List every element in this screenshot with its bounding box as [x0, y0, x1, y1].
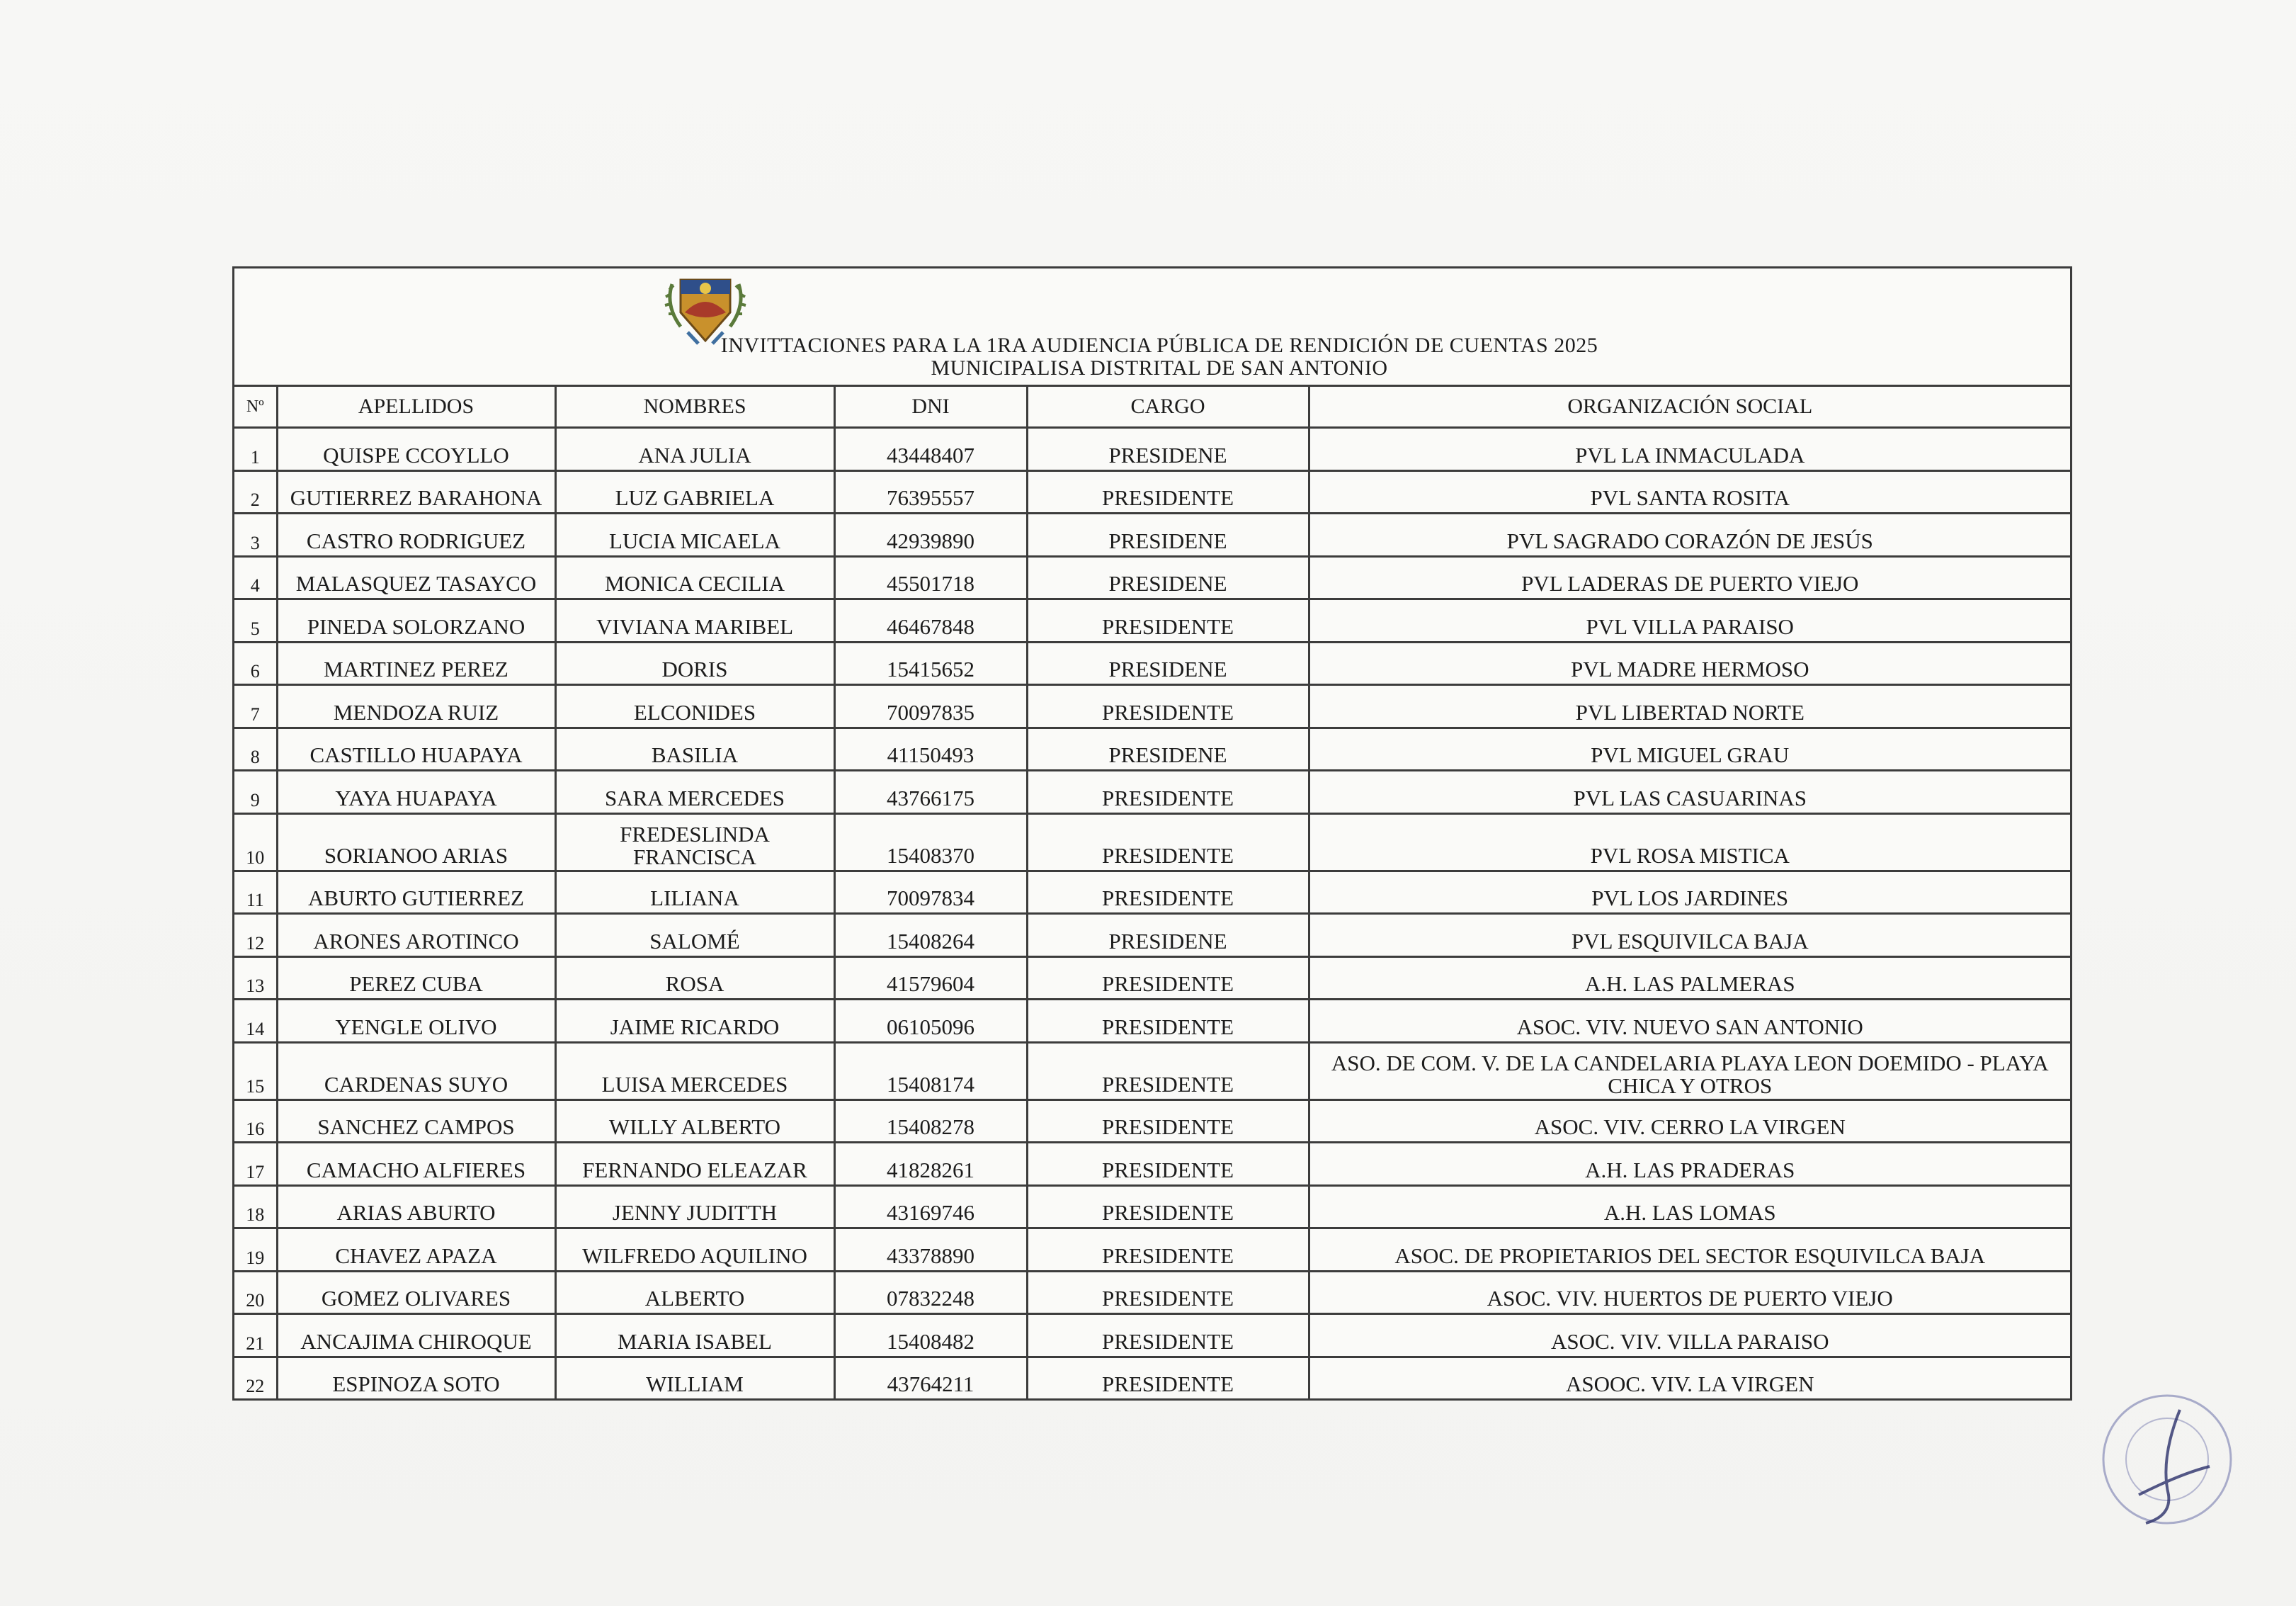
cell-cargo: PRESIDENTE [1027, 1185, 1309, 1228]
cell-apellidos: QUISPE CCOYLLO [277, 428, 555, 471]
cell-num: 13 [234, 956, 277, 1000]
cell-apellidos: GUTIERREZ BARAHONA [277, 470, 555, 514]
cell-organizacion: PVL LOS JARDINES [1309, 871, 2070, 914]
table-row [234, 1271, 2070, 1314]
cell-num: 2 [234, 470, 277, 514]
cell-dni: 76395557 [834, 470, 1027, 514]
cell-organizacion: PVL SANTA ROSITA [1309, 470, 2070, 514]
cell-nombres: BASILIA [555, 728, 834, 771]
cell-nombres: JENNY JUDITTH [555, 1185, 834, 1228]
cell-dni: 15408482 [834, 1314, 1027, 1357]
table-row [234, 642, 2070, 685]
table-row [234, 1042, 2070, 1099]
cell-apellidos: SORIANOO ARIAS [277, 813, 555, 871]
cell-num: 18 [234, 1185, 277, 1228]
cell-apellidos: ABURTO GUTIERREZ [277, 871, 555, 914]
cell-num: 16 [234, 1099, 277, 1143]
cell-dni: 43766175 [834, 771, 1027, 814]
cell-dni: 15408278 [834, 1099, 1027, 1143]
cell-nombres: WILFREDO AQUILINO [555, 1228, 834, 1272]
table-row [234, 956, 2070, 1000]
cell-cargo: PRESIDENE [1027, 728, 1309, 771]
cell-organizacion: PVL LAS CASUARINAS [1309, 771, 2070, 814]
cell-num: 15 [234, 1042, 277, 1099]
cell-nombres: FREDESLINDA FRANCISCA [555, 813, 834, 871]
cell-num: 3 [234, 514, 277, 557]
table-row [234, 871, 2070, 914]
cell-organizacion: ASOC. VIV. NUEVO SAN ANTONIO [1309, 1000, 2070, 1043]
cell-num: 19 [234, 1228, 277, 1272]
cell-dni: 43169746 [834, 1185, 1027, 1228]
cell-organizacion: ASOOC. VIV. LA VIRGEN [1565, 1372, 1814, 1396]
cell-dni: 41150493 [834, 728, 1027, 771]
cell-apellidos: SANCHEZ CAMPOS [277, 1099, 555, 1143]
table-row [234, 771, 2070, 814]
cell-dni: 43378890 [834, 1228, 1027, 1272]
cell-organizacion: ASOC. VIV. CERRO LA VIRGEN [1309, 1099, 2070, 1143]
header-organizacion: ORGANIZACIÓN SOCIAL [1309, 387, 2070, 428]
header-nombres: NOMBRES [555, 387, 834, 428]
cell-dni: 41828261 [834, 1143, 1027, 1186]
cell-organizacion: PVL LADERAS DE PUERTO VIEJO [1309, 556, 2070, 599]
cell-apellidos: PEREZ CUBA [277, 956, 555, 1000]
cell-apellidos: YENGLE OLIVO [277, 1000, 555, 1043]
cell-cargo: PRESIDENTE [1027, 1271, 1309, 1314]
cell-organizacion: ASO. DE COM. V. DE LA CANDELARIA PLAYA LEON DOEMIDO - PLAYA CHICA Y OTROS [1309, 1042, 2070, 1099]
cell-nombres: ALBERTO [555, 1271, 834, 1314]
cell-num: 6 [234, 642, 277, 685]
invitations-document [232, 266, 2072, 1401]
table-row [234, 914, 2070, 957]
cell-num: 12 [234, 914, 277, 957]
cell-cargo: PRESIDENE [1027, 914, 1309, 957]
cell-dni: 70097835 [834, 685, 1027, 728]
cell-apellidos: CAMACHO ALFIERES [277, 1143, 555, 1186]
cell-cargo: PRESIDENTE [1027, 771, 1309, 814]
cell-cargo: PRESIDENTE [1027, 1000, 1309, 1043]
cell-cargo: PRESIDENTE [1027, 1314, 1309, 1357]
cell-num: 11 [234, 871, 277, 914]
table-row [234, 1099, 2070, 1143]
cell-cargo: PRESIDENTE [1027, 470, 1309, 514]
cell-nombres: ELCONIDES [555, 685, 834, 728]
cell-organizacion: ASOC. VIV. VILLA PARAISO [1309, 1314, 2070, 1357]
cell-num: 8 [234, 728, 277, 771]
cell-num: 22 [234, 1357, 277, 1398]
cell-num: 1 [234, 428, 277, 471]
cell-dni: 06105096 [834, 1000, 1027, 1043]
cell-apellidos: MENDOZA RUIZ [277, 685, 555, 728]
table-row [234, 728, 2070, 771]
cell-organizacion: ASOC. VIV. HUERTOS DE PUERTO VIEJO [1309, 1271, 2070, 1314]
cell-organizacion: PVL MIGUEL GRAU [1309, 728, 2070, 771]
cell-dni: 15408370 [834, 813, 1027, 871]
cell-organizacion: ASOC. DE PROPIETARIOS DEL SECTOR ESQUIVILCA BAJA [1309, 1228, 2070, 1272]
cell-organizacion: PVL LA INMACULADA [1309, 428, 2070, 471]
table-row [234, 1228, 2070, 1272]
cell-organizacion: PVL MADRE HERMOSO [1309, 642, 2070, 685]
cell-num: 20 [234, 1271, 277, 1314]
table-row [234, 1314, 2070, 1357]
cell-dni: 15415652 [834, 642, 1027, 685]
cell-dni: 07832248 [834, 1271, 1027, 1314]
cell-nombres: SARA MERCEDES [555, 771, 834, 814]
cell-num: 9 [234, 771, 277, 814]
cell-cargo: PRESIDENTE [1027, 813, 1309, 871]
cell-dni: 15408174 [834, 1042, 1027, 1099]
cell-nombres: DORIS [555, 642, 834, 685]
cell-nombres: VIVIANA MARIBEL [555, 599, 834, 643]
cell-nombres: LUISA MERCEDES [555, 1042, 834, 1099]
cell-organizacion: PVL ESQUIVILCA BAJA [1309, 914, 2070, 957]
cell-dni: 41579604 [834, 956, 1027, 1000]
cell-apellidos: ESPINOZA SOTO [277, 1357, 555, 1398]
cell-apellidos: GOMEZ OLIVARES [277, 1271, 555, 1314]
cell-apellidos: ANCAJIMA CHIROQUE [277, 1314, 555, 1357]
cell-nombres: MONICA CECILIA [555, 556, 834, 599]
invitations-table [234, 387, 2070, 1398]
cell-num: 7 [234, 685, 277, 728]
cell-cargo: PRESIDENE [1027, 428, 1309, 471]
cell-apellidos: CASTILLO HUAPAYA [277, 728, 555, 771]
cell-cargo: PRESIDENE [1027, 556, 1309, 599]
cell-cargo: PRESIDENTE [1027, 1357, 1309, 1398]
cell-nombres: LUCIA MICAELA [555, 514, 834, 557]
table-row [234, 1143, 2070, 1186]
cell-nombres: MARIA ISABEL [555, 1314, 834, 1357]
cell-apellidos: ARONES AROTINCO [277, 914, 555, 957]
table-row [234, 514, 2070, 557]
cell-dni: 45501718 [834, 556, 1027, 599]
cell-apellidos: CHAVEZ APAZA [277, 1228, 555, 1272]
cell-cargo: PRESIDENTE [1027, 956, 1309, 1000]
cell-dni: 43764211 [834, 1357, 1027, 1398]
cell-nombres: WILLIAM [555, 1357, 834, 1398]
cell-nombres: LILIANA [555, 871, 834, 914]
document-header [234, 268, 2070, 387]
cell-apellidos: CARDENAS SUYO [277, 1042, 555, 1099]
cell-organizacion: PVL ROSA MISTICA [1309, 813, 2070, 871]
cell-nombres: SALOMÉ [555, 914, 834, 957]
cell-nombres: ROSA [555, 956, 834, 1000]
cell-nombres: LUZ GABRIELA [555, 470, 834, 514]
header-cargo: CARGO [1027, 387, 1309, 428]
table-row [234, 1357, 2070, 1398]
cell-num: 14 [234, 1000, 277, 1043]
cell-nombres: JAIME RICARDO [555, 1000, 834, 1043]
cell-organizacion: PVL VILLA PARAISO [1309, 599, 2070, 643]
cell-organizacion: PVL SAGRADO CORAZÓN DE JESÚS [1309, 514, 2070, 557]
cell-dni: 46467848 [834, 599, 1027, 643]
cell-nombres: WILLY ALBERTO [555, 1099, 834, 1143]
municipal-seal-stamp-icon [2096, 1389, 2238, 1530]
cell-apellidos: YAYA HUAPAYA [277, 771, 555, 814]
cell-organizacion: A.H. LAS PALMERAS [1309, 956, 2070, 1000]
document-title: INVITTACIONES PARA LA 1RA AUDIENCIA PÚBLICA DE RENDICIÓN DE CUENTAS 2025 [720, 334, 1598, 357]
cell-nombres: FERNANDO ELEAZAR [555, 1143, 834, 1186]
cell-organizacion: PVL LIBERTAD NORTE [1309, 685, 2070, 728]
table-row [234, 428, 2070, 471]
header-num: Nº [234, 387, 277, 428]
cell-apellidos: PINEDA SOLORZANO [277, 599, 555, 643]
cell-cargo: PRESIDENTE [1027, 685, 1309, 728]
cell-num: 17 [234, 1143, 277, 1186]
cell-cargo: PRESIDENTE [1027, 1228, 1309, 1272]
cell-organizacion: A.H. LAS PRADERAS [1309, 1143, 2070, 1186]
cell-num: 10 [234, 813, 277, 871]
table-row [234, 1185, 2070, 1228]
cell-apellidos: CASTRO RODRIGUEZ [277, 514, 555, 557]
table-row [234, 556, 2070, 599]
cell-cargo: PRESIDENTE [1027, 599, 1309, 643]
cell-nombres: ANA JULIA [555, 428, 834, 471]
table-row [234, 813, 2070, 871]
table-row [234, 599, 2070, 643]
table-header-row [234, 387, 2070, 428]
cell-organizacion: A.H. LAS LOMAS [1309, 1185, 2070, 1228]
cell-num: 21 [234, 1314, 277, 1357]
cell-cargo: PRESIDENTE [1027, 1099, 1309, 1143]
table-row [234, 470, 2070, 514]
cell-dni: 42939890 [834, 514, 1027, 557]
cell-dni: 43448407 [834, 428, 1027, 471]
cell-apellidos: MALASQUEZ TASAYCO [277, 556, 555, 599]
cell-cargo: PRESIDENE [1027, 642, 1309, 685]
cell-num: 4 [234, 556, 277, 599]
cell-dni: 70097834 [834, 871, 1027, 914]
cell-cargo: PRESIDENTE [1027, 1042, 1309, 1099]
cell-apellidos: MARTINEZ PEREZ [277, 642, 555, 685]
table-row [234, 1000, 2070, 1043]
cell-cargo: PRESIDENTE [1027, 871, 1309, 914]
document-subtitle: MUNICIPALISA DISTRITAL DE SAN ANTONIO [931, 356, 1388, 380]
cell-num: 5 [234, 599, 277, 643]
table-body [234, 428, 2070, 1399]
cell-apellidos: ARIAS ABURTO [277, 1185, 555, 1228]
header-dni: DNI [834, 387, 1027, 428]
table-row [234, 685, 2070, 728]
header-apellidos: APELLIDOS [277, 387, 555, 428]
cell-cargo: PRESIDENTE [1027, 1143, 1309, 1186]
cell-cargo: PRESIDENE [1027, 514, 1309, 557]
cell-dni: 15408264 [834, 914, 1027, 957]
